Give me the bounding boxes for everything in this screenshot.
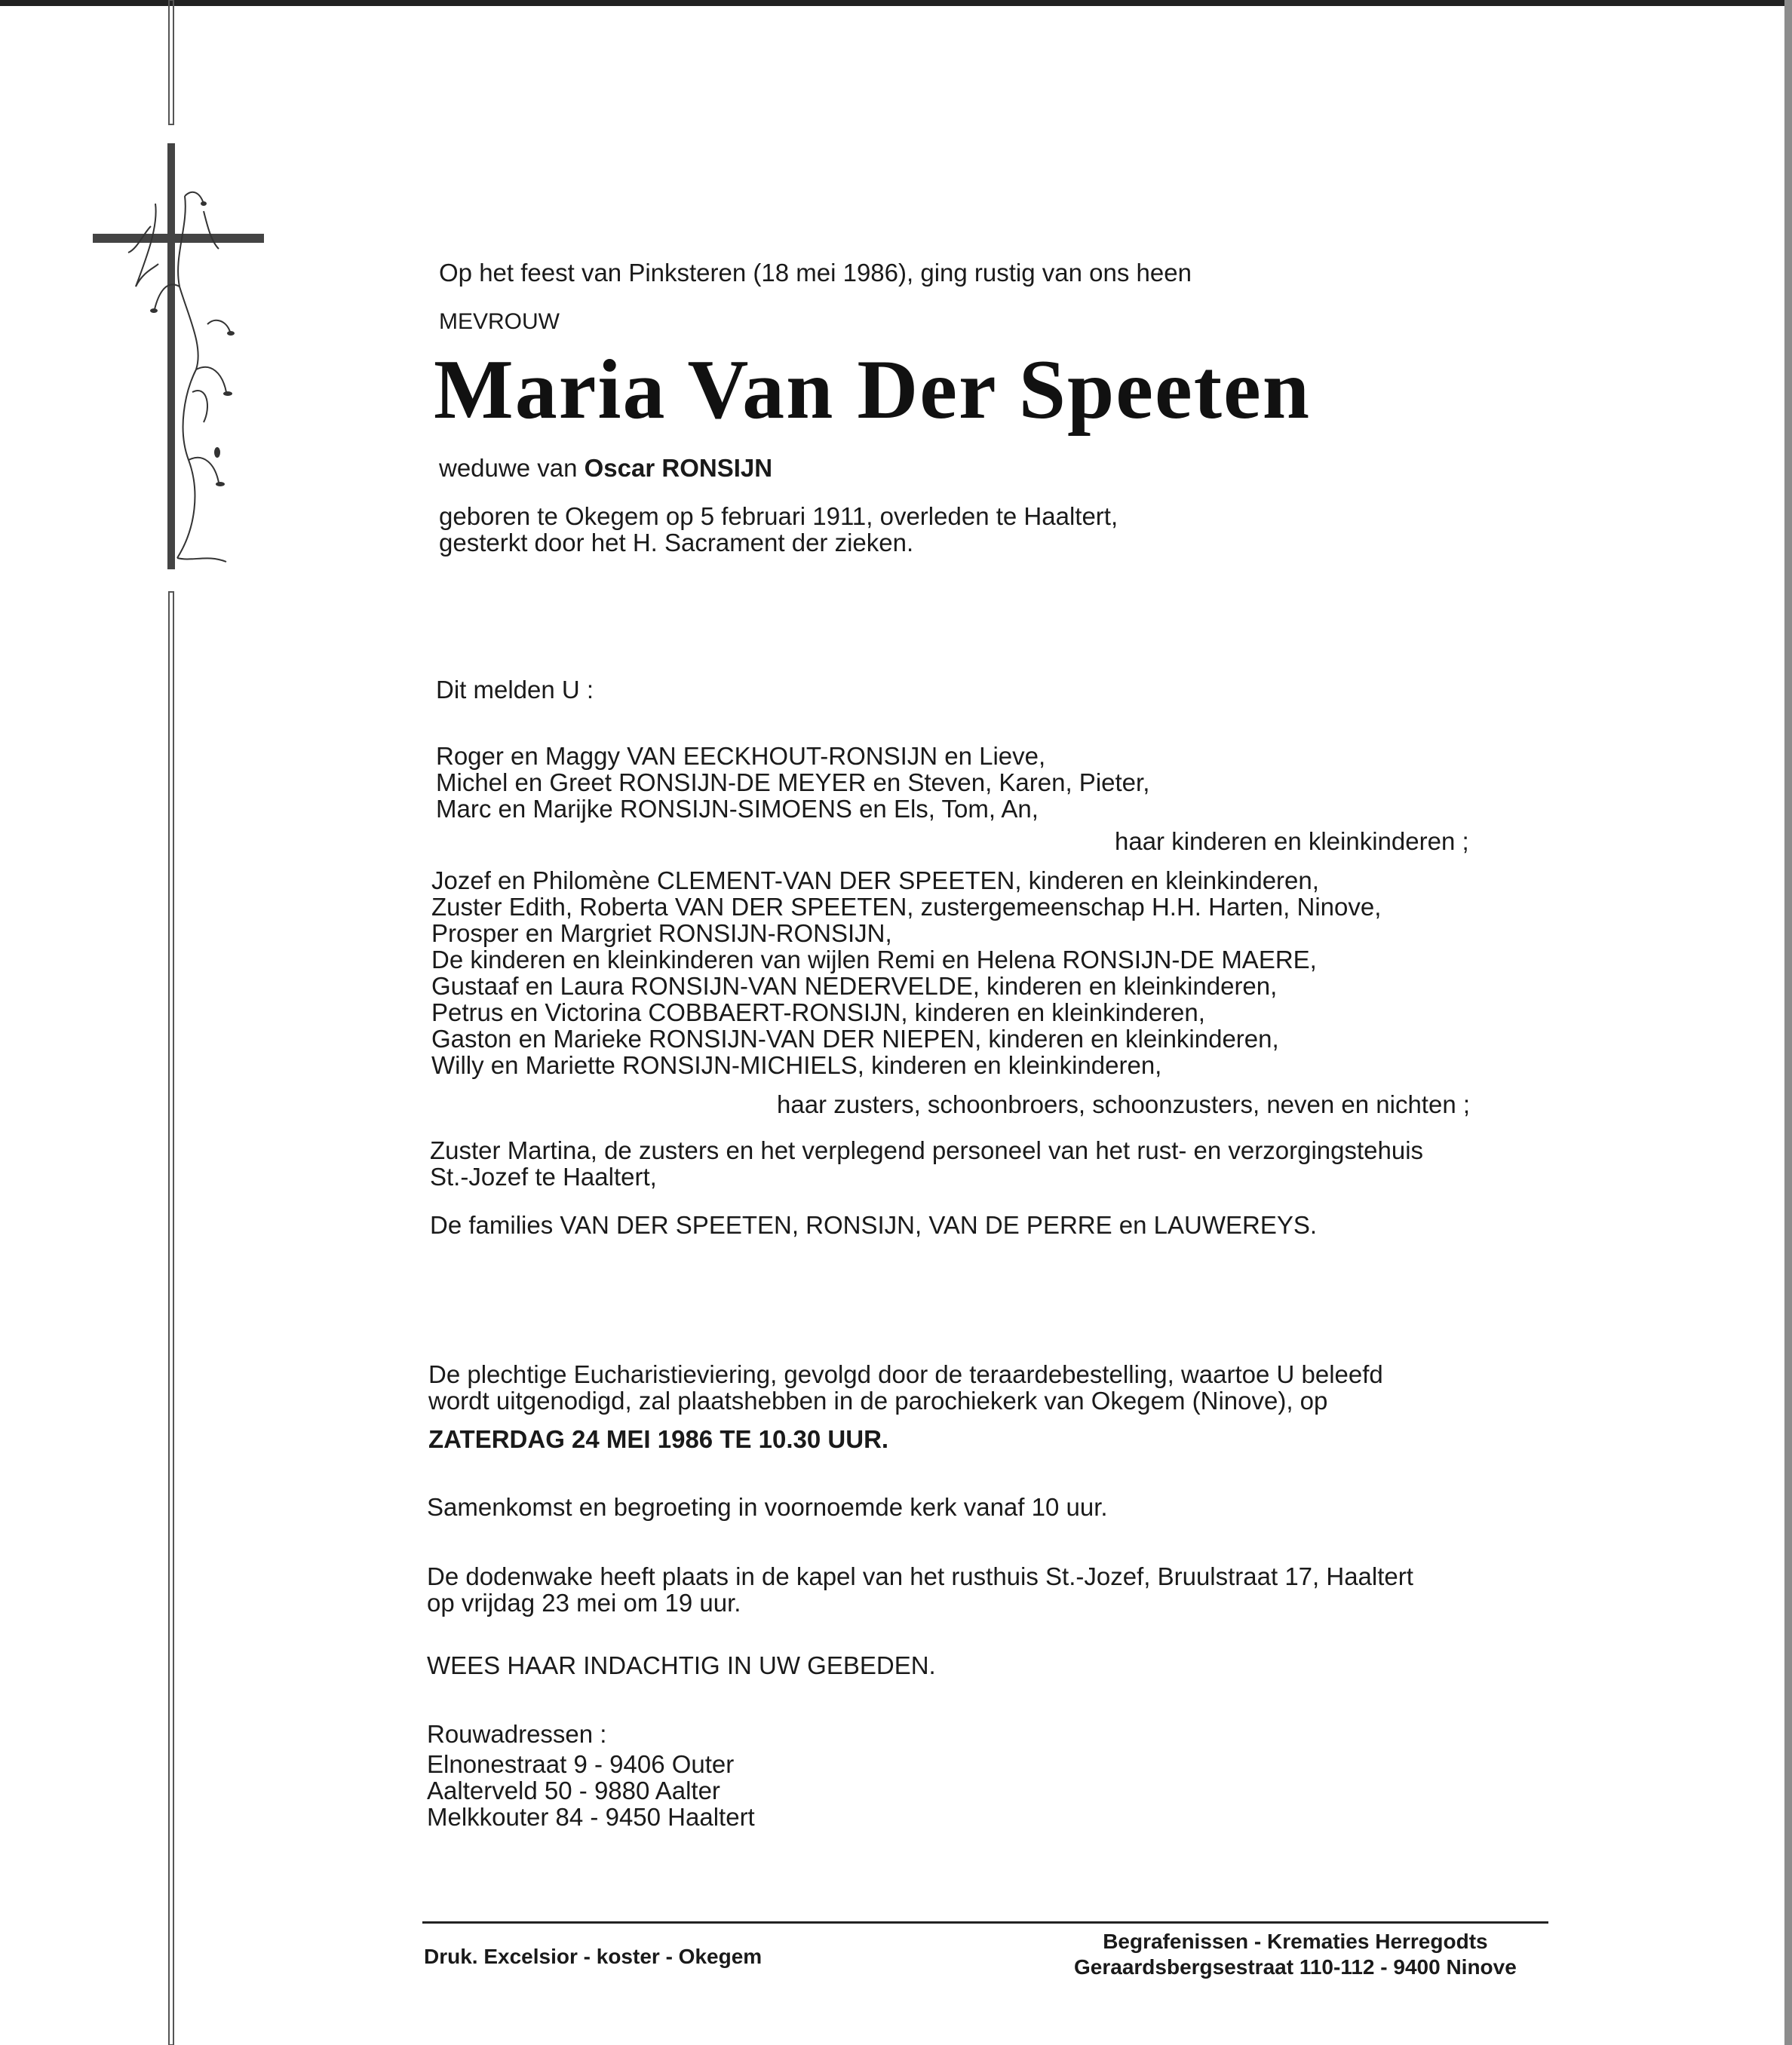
list-item: Gaston en Marieke RONSIJN-VAN DER NIEPEN, kinderen en kleinkinderen, [431,1025,1279,1053]
children-role: haar kinderen en kleinkinderen ; [1115,827,1469,855]
cross-icon [93,143,264,569]
children-list [436,743,1149,822]
page-edge-shadow [1784,0,1792,2045]
gathering-line: Samenkomst en begroeting in voornoemde kerk vanaf 10 uur. [427,1493,1108,1521]
list-item: Marc en Marijke RONSIJN-SIMOENS en Els, Tom, An, [436,795,1039,823]
widow-of-prefix: weduwe van [439,454,578,482]
families-line: De families VAN DER SPEETEN, RONSIJN, VAN DE PERRE en LAUWEREYS. [430,1211,1318,1239]
list-item: Zuster Edith, Roberta VAN DER SPEETEN, zustergemeenschap H.H. Harten, Ninove, [431,893,1382,921]
list-item: Prosper en Margriet RONSIJN-RONSIJN, [431,919,892,947]
remember-line: WEES HAAR INDACHTIG IN UW GEBEDEN. [427,1651,936,1679]
address-line: Aalterveld 50 - 9880 Aalter [427,1777,720,1804]
care-home-block [430,1137,1423,1190]
list-item: Petrus en Victorina COBBAERT-RONSIJN, kinderen en kleinkinderen, [431,998,1205,1026]
address-line: Melkkouter 84 - 9450 Haaltert [427,1803,755,1831]
list-item: De kinderen en kleinkinderen van wijlen Remi en Helena RONSIJN-DE MAERE, [431,946,1317,973]
footer-rule [422,1921,1548,1924]
list-item: Michel en Greet RONSIJN-DE MEYER en Steven, Karen, Pieter, [436,768,1150,796]
vigil-line: De dodenwake heeft plaats in de kapel van het rusthuis St.-Jozef, Bruulstraat 17, Haaltert [427,1562,1413,1590]
funeral-home-line: Begrafenissen - Krematies Herregodts [1103,1930,1488,1953]
title-prefix: MEVROUW [439,309,560,334]
funeral-home-block [1074,1929,1517,1980]
ceremony-date: ZATERDAG 24 MEI 1986 TE 10.30 UUR. [428,1425,889,1453]
intro-line: Op het feest van Pinksteren (18 mei 1986), ging rustig van ons heen [439,259,1192,287]
birth-death-line: geboren te Okegem op 5 februari 1911, overleden te Haaltert, [439,502,1118,530]
ceremony-line: wordt uitgenodigd, zal plaatshebben in de parochiekerk van Okegem (Ninove), op [428,1387,1328,1415]
vine-icon [128,192,230,562]
widow-of-line [439,454,772,483]
care-home-line: St.-Jozef te Haaltert, [430,1163,657,1191]
funeral-home-line: Geraardsbergsestraat 110-112 - 9400 Ninove [1074,1955,1517,1979]
vine-leaves-icon [150,201,235,486]
list-item: Jozef en Philomène CLEMENT-VAN DER SPEETEN, kinderen en kleinkinderen, [431,866,1319,894]
deceased-name: Maria Van Der Speeten [434,343,1311,437]
address-line: Elnonestraat 9 - 9406 Outer [427,1750,735,1778]
list-item: Gustaaf en Laura RONSIJN-VAN NEDERVELDE, kinderen en kleinkinderen, [431,972,1278,1000]
list-item: Willy en Mariette RONSIJN-MICHIELS, kinderen en kleinkinderen, [431,1051,1162,1079]
announce-heading: Dit melden U : [436,676,594,704]
siblings-list [431,867,1381,1078]
addresses-heading: Rouwadressen : [427,1720,607,1748]
printer-credit: Druk. Excelsior - koster - Okegem [424,1945,763,1968]
birth-death-block [439,503,1118,556]
vigil-block [427,1563,1413,1616]
widow-of-name: Oscar RONSIJN [584,454,773,482]
siblings-role: haar zusters, schoonbroers, schoonzusters, neven en nichten ; [777,1090,1471,1118]
list-item: Roger en Maggy VAN EECKHOUT-RONSIJN en Lieve, [436,742,1046,770]
cross-with-vine-icon [83,0,272,2045]
addresses-list [427,1751,755,1830]
birth-death-line: gesterkt door het H. Sacrament der zieken. [439,529,914,556]
vigil-line: op vrijdag 23 mei om 19 uur. [427,1589,741,1617]
care-home-line: Zuster Martina, de zusters en het verplegend personeel van het rust- en verzorgingstehuis [430,1136,1424,1164]
ceremony-block [428,1361,1383,1414]
ceremony-line: De plechtige Eucharistieviering, gevolgd door de teraardebestelling, waartoe U beleefd [428,1360,1383,1388]
